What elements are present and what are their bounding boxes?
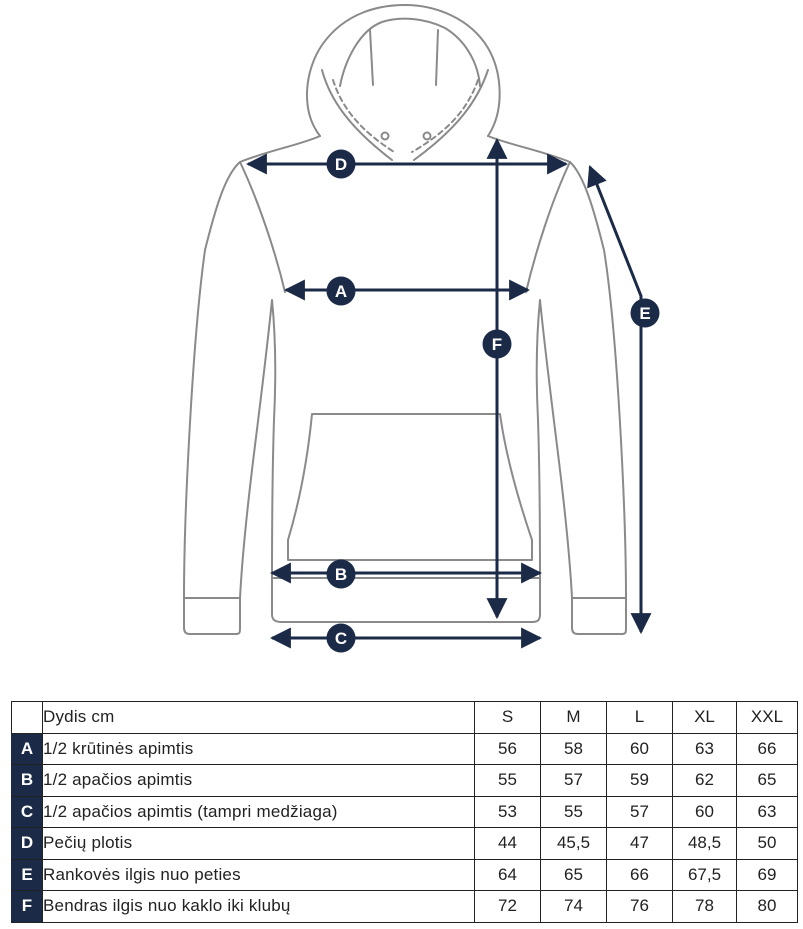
hood-stitch-left (333, 80, 394, 152)
badge-d-label: D (334, 155, 348, 174)
table-cell: 58 (541, 733, 607, 765)
row-letter: C (12, 796, 43, 828)
table-cell: 62 (673, 765, 737, 797)
size-header-xxl: XXL (737, 702, 798, 734)
table-cell: 57 (541, 765, 607, 797)
table-cell: 66 (607, 859, 673, 891)
size-header-m: M (541, 702, 607, 734)
row-letter: F (12, 891, 43, 923)
badge-d (327, 150, 356, 179)
row-label: Rankovės ilgis nuo peties (43, 859, 475, 891)
row-label: 1/2 krūtinės apimtis (43, 733, 475, 765)
table-row (12, 733, 798, 765)
badge-b (327, 560, 356, 589)
left-cuff (184, 598, 240, 634)
measurement-arrows (248, 140, 641, 638)
table-cell: 80 (737, 891, 798, 923)
table-cell: 60 (673, 796, 737, 828)
row-label: Pečių plotis (43, 828, 475, 860)
table-cell: 76 (607, 891, 673, 923)
table-row (12, 796, 798, 828)
table-cell: 44 (475, 828, 541, 860)
drawstring-eyelet-left (382, 133, 389, 140)
header-corner-cell (12, 702, 43, 734)
size-header-xl: XL (673, 702, 737, 734)
table-cell: 45,5 (541, 828, 607, 860)
right-cuff (572, 598, 626, 634)
badge-a (327, 277, 356, 306)
table-cell: 57 (607, 796, 673, 828)
table-row (12, 891, 798, 923)
size-chart-table (11, 701, 798, 923)
table-cell: 55 (475, 765, 541, 797)
badge-b-label: B (334, 565, 348, 584)
badge-f-label: F (491, 335, 503, 354)
hoodie-outline (184, 5, 626, 634)
hood-inner (340, 19, 480, 86)
badge-c (327, 624, 356, 653)
row-label: 1/2 apačios apimtis (43, 765, 475, 797)
table-cell: 53 (475, 796, 541, 828)
table-cell: 65 (541, 859, 607, 891)
table-cell: 56 (475, 733, 541, 765)
table-cell: 67,5 (673, 859, 737, 891)
table-cell: 69 (737, 859, 798, 891)
table-cell: 63 (673, 733, 737, 765)
table-cell: 74 (541, 891, 607, 923)
table-cell: 48,5 (673, 828, 737, 860)
drawstring-eyelet-right (424, 133, 431, 140)
badge-e-label: E (639, 304, 651, 323)
hood-seam-right (436, 30, 438, 85)
badge-c-label: C (334, 629, 348, 648)
table-row (12, 765, 798, 797)
table-cell: 60 (607, 733, 673, 765)
table-cell: 66 (737, 733, 798, 765)
waistband (272, 578, 540, 622)
badge-a-label: A (334, 282, 348, 301)
hood-outline (307, 5, 500, 136)
measure-line-e (590, 167, 641, 632)
table-cell: 59 (607, 765, 673, 797)
row-letter: D (12, 828, 43, 860)
hood-front-left (322, 70, 392, 160)
table-cell: 55 (541, 796, 607, 828)
size-header-l: L (607, 702, 673, 734)
hood-seam-left (370, 30, 373, 85)
body-outline (184, 136, 626, 598)
row-label: 1/2 apačios apimtis (tampri medžiaga) (43, 796, 475, 828)
table-header-row (12, 702, 798, 734)
right-armpit-seam (526, 162, 570, 292)
size-header-s: S (475, 702, 541, 734)
row-letter: B (12, 765, 43, 797)
table-cell: 47 (607, 828, 673, 860)
table-cell: 72 (475, 891, 541, 923)
hood-stitch-right (412, 80, 478, 152)
row-letter: A (12, 733, 43, 765)
table-cell: 65 (737, 765, 798, 797)
table-cell: 64 (475, 859, 541, 891)
row-label: Bendras ilgis nuo kaklo iki klubų (43, 891, 475, 923)
kangaroo-pocket (288, 414, 532, 560)
table-cell: 78 (673, 891, 737, 923)
badge-e (631, 299, 660, 328)
table-cell: 63 (737, 796, 798, 828)
left-armpit-seam (240, 162, 285, 292)
header-size-label: Dydis cm (43, 702, 475, 734)
table-row (12, 859, 798, 891)
table-cell: 50 (737, 828, 798, 860)
badge-f (483, 330, 512, 359)
row-letter: E (12, 859, 43, 891)
table-row (12, 828, 798, 860)
